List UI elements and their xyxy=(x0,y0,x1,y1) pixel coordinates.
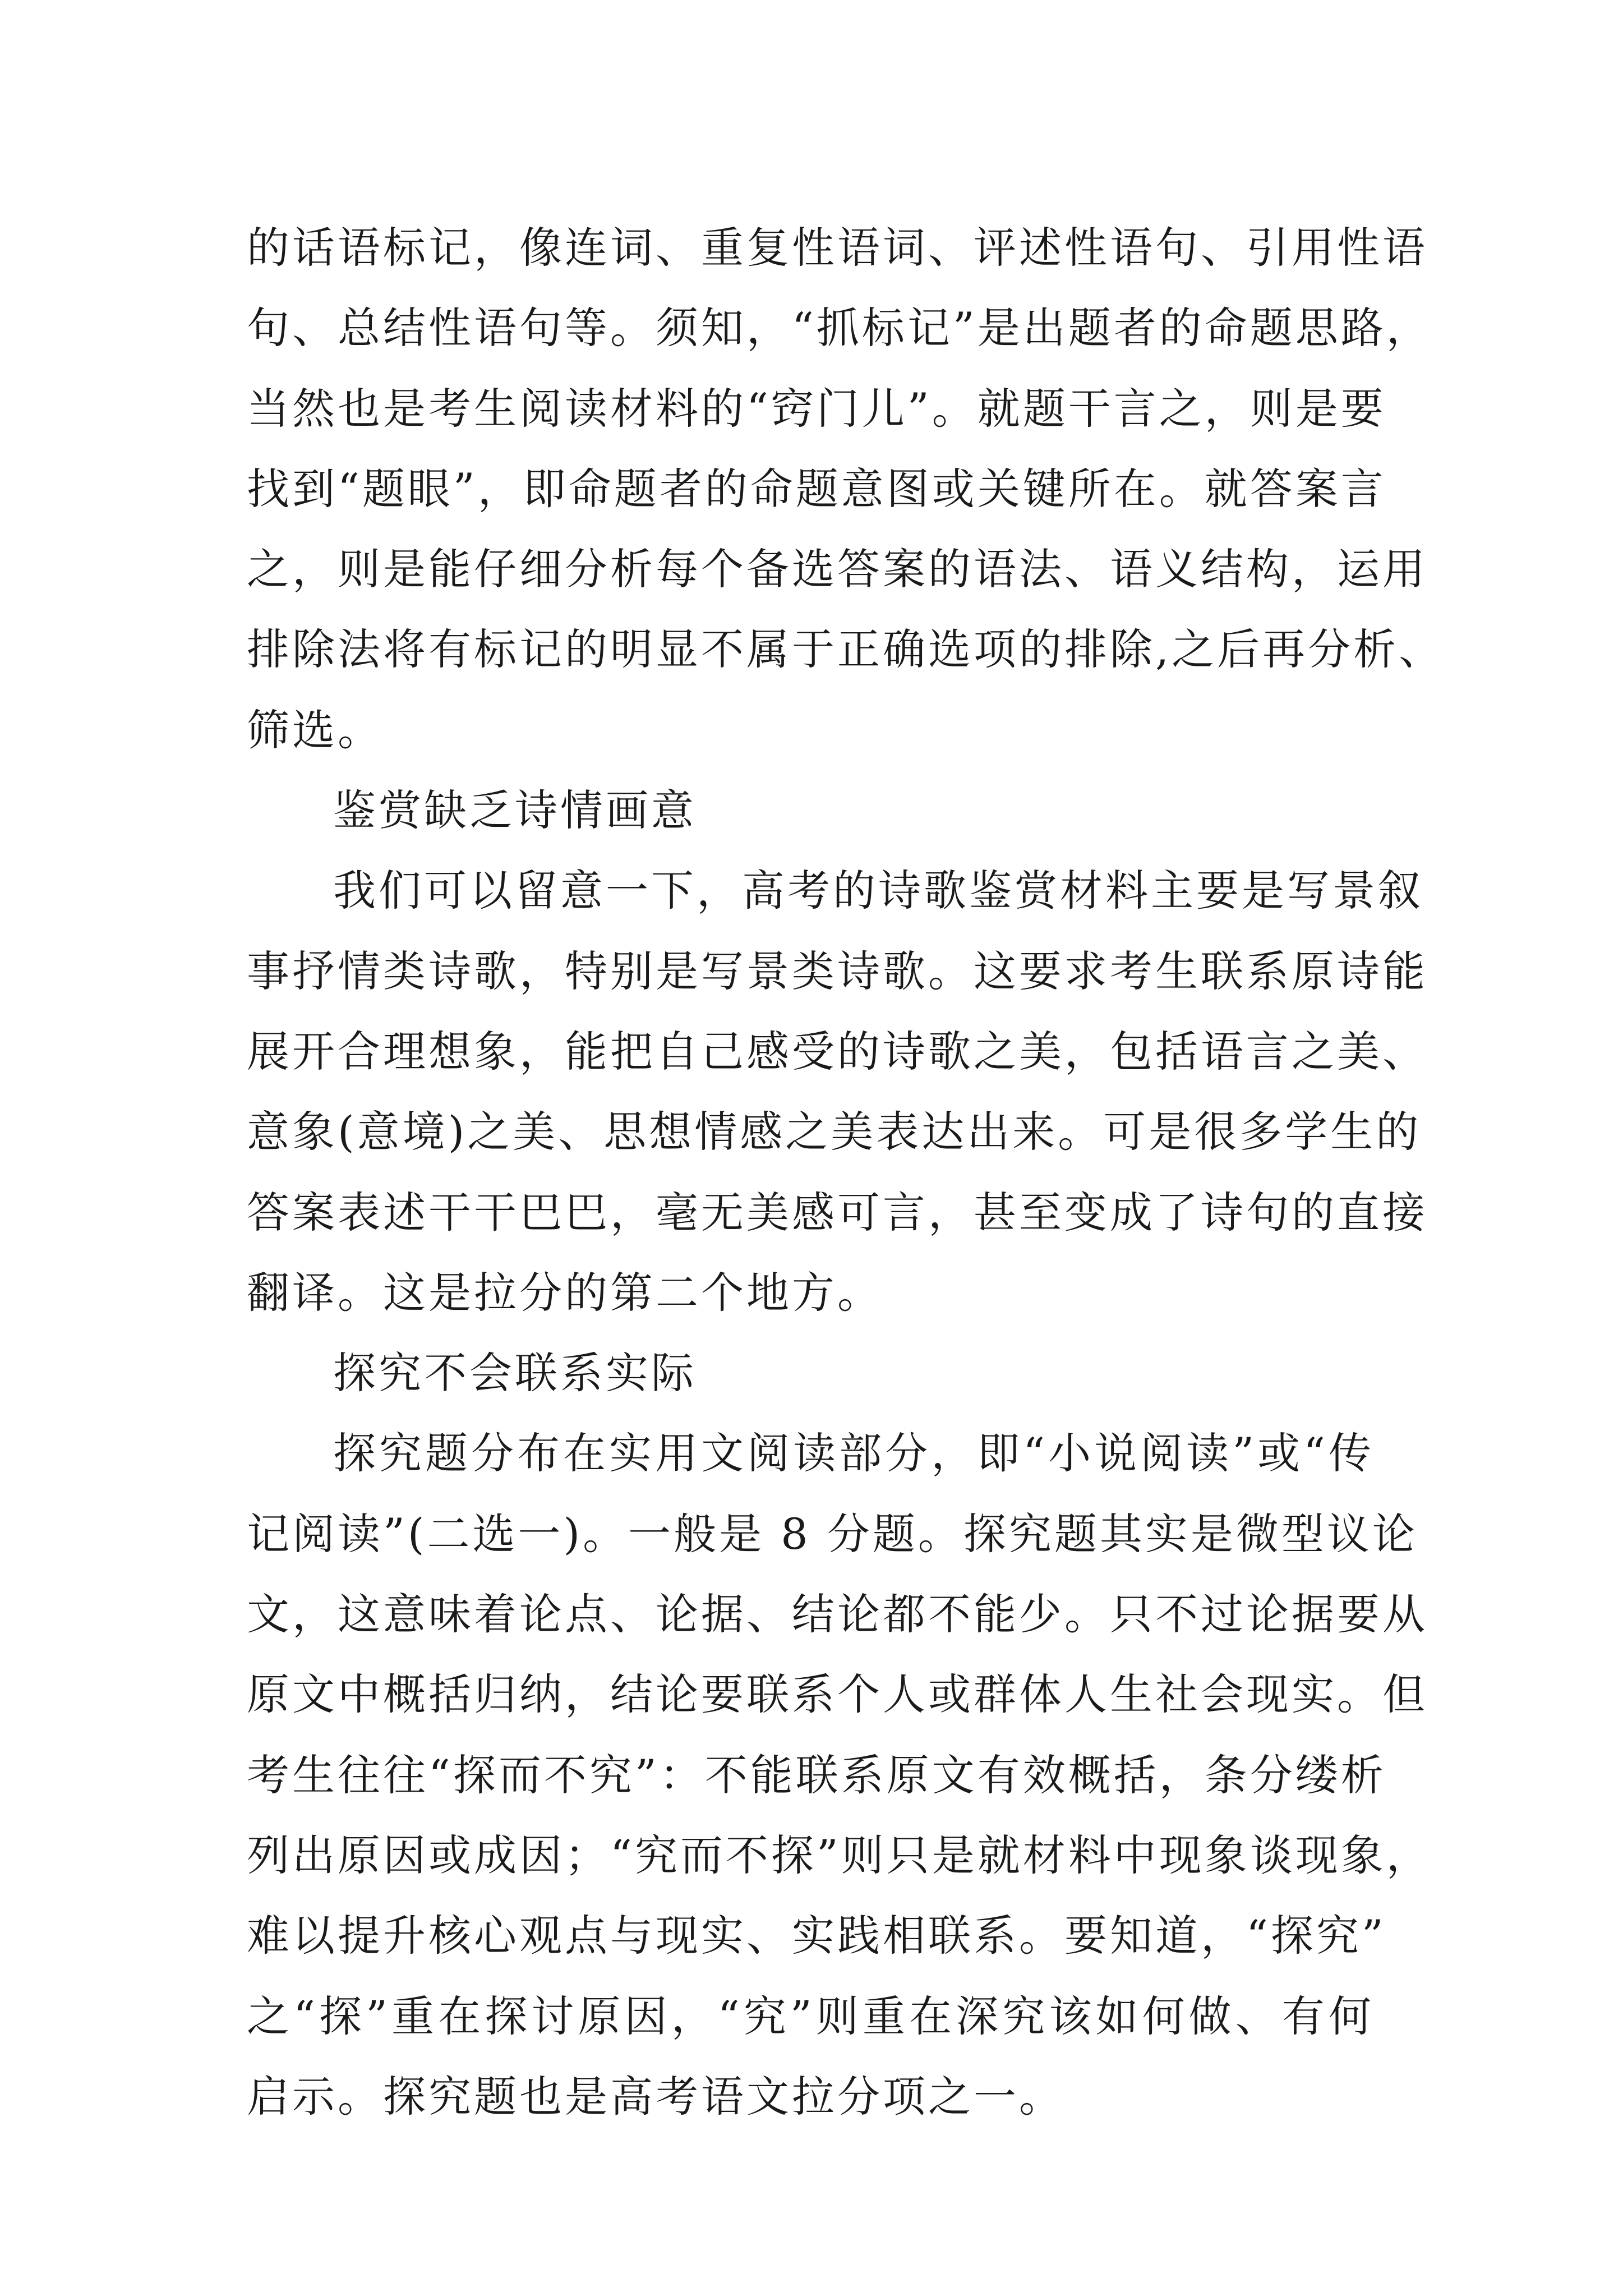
text-line: 当然也是考生阅读材料的“窍门儿”。就题干言之，则是要 xyxy=(247,383,1386,434)
text-line: 排除法将有标记的明显不属于正确选项的排除,之后再分析、 xyxy=(247,624,1445,675)
text-line: 展开合理想象，能把自己感受的诗歌之美，包括语言之美、 xyxy=(247,1026,1428,1076)
text-line: 事抒情类诗歌，特别是写景类诗歌。这要求考生联系原诗能 xyxy=(247,946,1428,996)
text-line: 筛选。 xyxy=(247,705,383,755)
text-line: 探究题分布在实用文阅读部分，即“小说阅读”或“传 xyxy=(333,1428,1374,1479)
text-line: 翻译。这是拉分的第二个地方。 xyxy=(247,1267,883,1318)
text-line: 意象(意境)之美、思想情感之美表达出来。可是很多学生的 xyxy=(247,1107,1422,1157)
text-line: 记阅读”(二选一)。一般是 8 分题。探究题其实是微型议论 xyxy=(247,1508,1418,1559)
text-line: 之，则是能仔细分析每个备选答案的语法、语义结构，运用 xyxy=(247,544,1428,595)
text-line: 考生往往“探而不究”：不能联系原文有效概括，条分缕析 xyxy=(247,1750,1386,1800)
text-line: 文，这意味着论点、论据、结论都不能少。只不过论据要从 xyxy=(247,1589,1428,1640)
text-line: 之“探”重在探讨原因，“究”则重在深究该如何做、有何 xyxy=(247,1991,1374,2041)
text-line: 句、总结性语句等。须知，“抓标记”是出题者的命题思路， xyxy=(247,303,1432,353)
section-heading: 探究不会联系实际 xyxy=(333,1348,697,1398)
text-line: 找到“题眼”，即命题者的命题意图或关键所在。就答案言 xyxy=(247,463,1386,514)
text-line: 难以提升核心观点与现实、实践相联系。要知道，“探究” xyxy=(247,1911,1386,1961)
text-line: 我们可以留意一下，高考的诗歌鉴赏材料主要是写景叙 xyxy=(333,866,1423,916)
text-line: 启示。探究题也是高考语文拉分项之一。 xyxy=(247,2071,1064,2122)
text-line: 列出原因或成因；“究而不探”则只是就材料中现象谈现象， xyxy=(247,1830,1432,1880)
text-line: 原文中概括归纳，结论要联系个人或群体人生社会现实。但 xyxy=(247,1669,1428,1720)
document-body xyxy=(247,208,1445,2137)
section-heading: 鉴赏缺乏诗情画意 xyxy=(333,785,697,836)
text-line: 答案表述干干巴巴，毫无美感可言，甚至变成了诗句的直接 xyxy=(247,1187,1428,1237)
text-line: 的话语标记，像连词、重复性语词、评述性语句、引用性语 xyxy=(247,223,1428,273)
